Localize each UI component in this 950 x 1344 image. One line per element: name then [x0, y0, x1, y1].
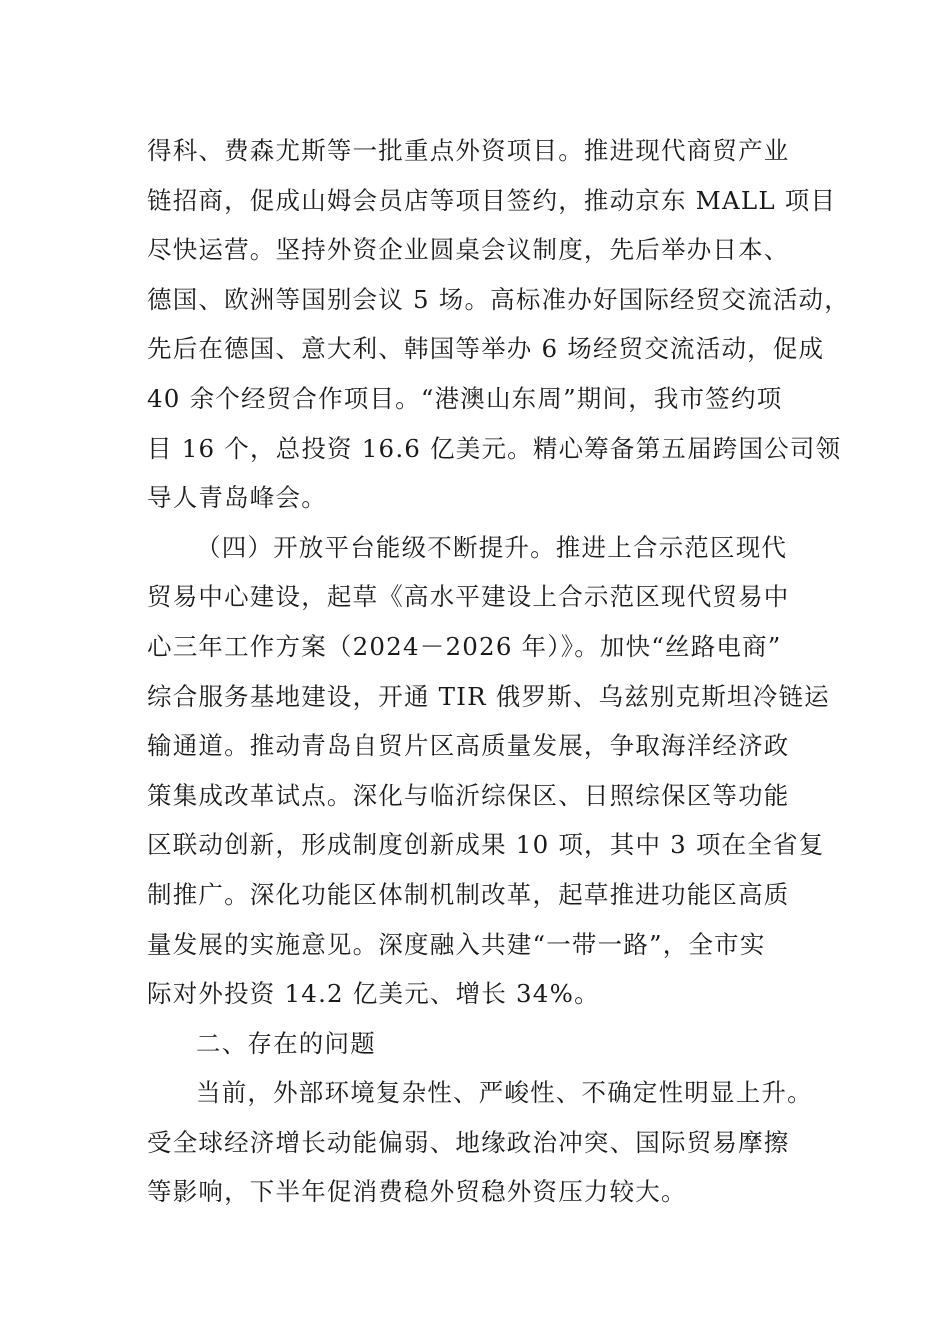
text-line: 策集成改革试点。深化与临沂综保区、日照综保区等功能 — [147, 780, 790, 810]
text-line: 量发展的实施意见。深度融入共建“一带一路”，全市实 — [147, 929, 766, 959]
document-body — [147, 126, 850, 1217]
text-line: 尽快运营。坚持外资企业圆桌会议制度，先后举办日本、 — [147, 235, 790, 265]
text-line: 际对外投资 14.2 亿美元、增长 34%。 — [147, 979, 600, 1009]
section-heading-line: （四）开放平台能级不断提升。推进上合示范区现代 — [196, 532, 788, 562]
text-line: 导人青岛峰会。 — [147, 483, 327, 513]
text-line: 链招商，促成山姆会员店等项目签约，推动京东 MALL 项目 — [147, 185, 837, 215]
text-line: 目 16 个，总投资 16.6 亿美元。精心筹备第五届跨国公司领 — [147, 433, 842, 463]
text-line: 先后在德国、意大利、韩国等举办 6 场经贸交流活动，促成 — [147, 334, 825, 364]
text-line: 等影响，下半年促消费稳外贸稳外资压力较大。 — [147, 1177, 687, 1207]
text-line: 德国、欧洲等国别会议 5 场。高标准办好国际经贸交流活动， — [147, 284, 850, 314]
section-heading: 二、存在的问题 — [196, 1028, 376, 1058]
text-line: 得科、费森尤斯等一批重点外资项目。推进现代商贸产业 — [147, 136, 790, 165]
text-line: 综合服务基地建设，开通 TIR 俄罗斯、乌兹别克斯坦冷链运 — [147, 681, 830, 711]
text-line: 受全球经济增长动能偏弱、地缘政治冲突、国际贸易摩擦 — [147, 1127, 790, 1157]
text-line: 区联动创新，形成制度创新成果 10 项，其中 3 项在全省复 — [147, 830, 825, 860]
text-line: 输通道。推动青岛自贸片区高质量发展，争取海洋经济政 — [147, 731, 790, 761]
text-line: 贸易中心建设，起草《高水平建设上合示范区现代贸易中 — [147, 582, 790, 612]
text-line: 当前，外部环境复杂性、严峻性、不确定性明显上升。 — [196, 1078, 813, 1108]
text-line: 心三年工作方案（2024－2026 年）》。加快“丝路电商” — [147, 631, 782, 661]
text-line: 40 余个经贸合作项目。“港澳山东周”期间，我市签约项 — [147, 383, 783, 413]
text-line: 制推广。深化功能区体制机制改革，起草推进功能区高质 — [147, 879, 790, 909]
